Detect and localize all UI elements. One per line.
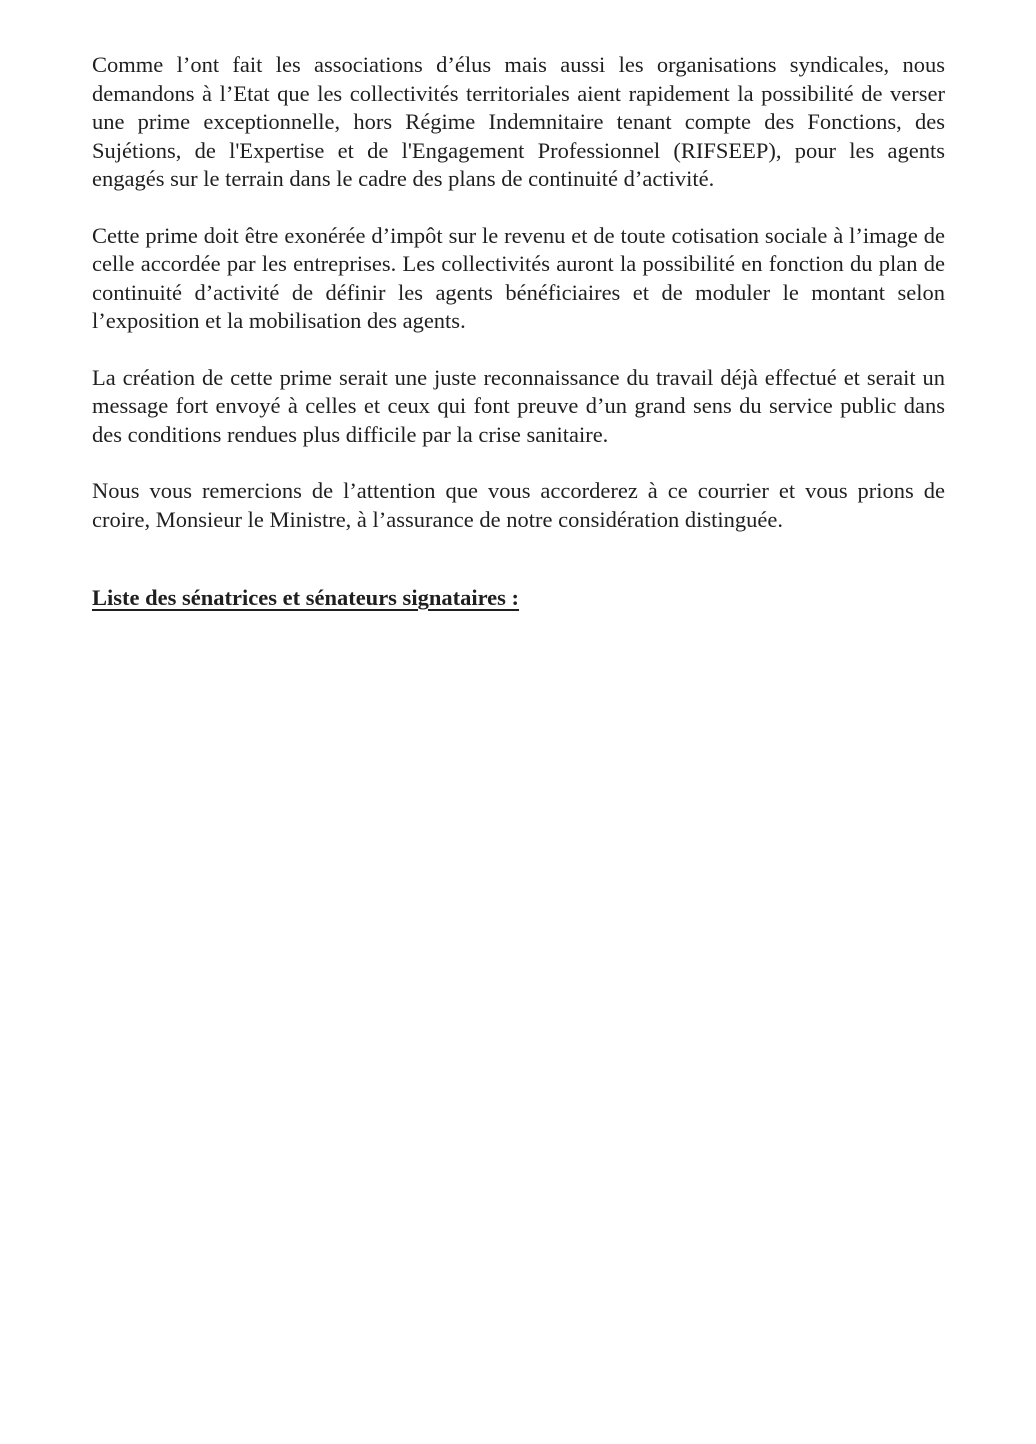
letter-body (0, 0, 1036, 613)
letter-paragraph-3: La création de cette prime serait une juste reconnaissance du travail déjà effectué et serait un message fort envoyé à celles et ceux qui font preuve d’un grand sens du service public dans des conditions rendues plus difficile par la crise sanitaire. (92, 364, 945, 447)
signatories-heading: Liste des sénatrices et sénateurs signataires : (92, 585, 520, 610)
letter-paragraph-2: Cette prime doit être exonérée d’impôt sur le revenu et de toute cotisation sociale à l’image de celle accordée par les entreprises. Les collectivités auront la possibilité en fonction du plan de continuité d’activité de définir les agents bénéficiaires et de moduler le montant selon l’exposition et la mobilisation des agents. (92, 222, 945, 333)
letter-paragraph-4: Nous vous remercions de l’attention que vous accorderez à ce courrier et vous prions de croire, Monsieur le Ministre, à l’assurance de notre considération distinguée. (92, 478, 945, 532)
letter-paragraph-1: Comme l’ont fait les associations d’élus mais aussi les organisations syndicales, nous demandons à l’Etat que les collectivités territoriales aient rapidement la possibilité de verser une prime exceptionnelle, hors Régime Indemnitaire tenant compte des Fonctions, des Sujétions, de l'Expertise et de l'Engagement Professionnel (RIFSEEP), pour les agents engagés sur le terrain dans le cadre des plans de continuité d’activité. (92, 52, 945, 191)
